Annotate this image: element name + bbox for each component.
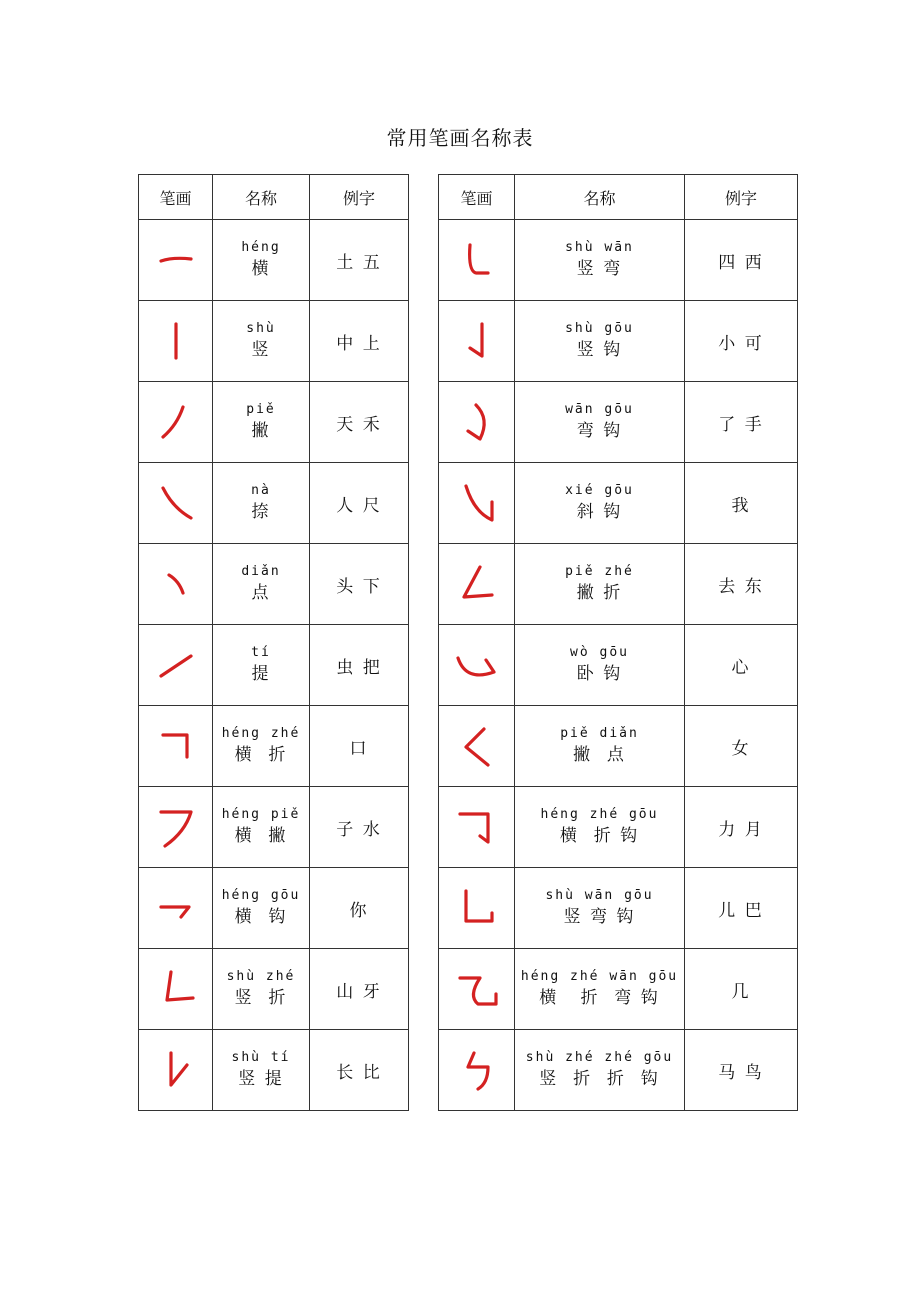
- stroke-name-cell: [515, 301, 685, 382]
- shuti-stroke-icon: [153, 1047, 199, 1093]
- stroke-name: 撇: [251, 421, 271, 441]
- table-row: [139, 787, 409, 868]
- stroke-cell: [139, 544, 213, 625]
- stroke-name-cell: [213, 220, 310, 301]
- stroke-cell: [439, 301, 515, 382]
- table-row: [439, 382, 798, 463]
- stroke-name-cell: [213, 949, 310, 1030]
- shuzhezhegou-stroke-icon: [454, 1047, 500, 1093]
- stroke-name-cell: [213, 382, 310, 463]
- stroke-cell: [139, 787, 213, 868]
- stroke-cell: [139, 301, 213, 382]
- pinyin: wò gōu: [570, 645, 629, 660]
- stroke-name: 提: [251, 664, 271, 684]
- stroke-name: 横 折 钩: [559, 826, 640, 846]
- table-row: [439, 868, 798, 949]
- stroke-name-cell: [515, 706, 685, 787]
- stroke-cell: [139, 220, 213, 301]
- stroke-cell: [439, 382, 515, 463]
- stroke-cell: [139, 463, 213, 544]
- pinyin: diǎn: [241, 564, 281, 579]
- stroke-cell: [139, 1030, 213, 1111]
- table-row: [139, 706, 409, 787]
- stroke-name: 横 折 弯 钩: [539, 988, 660, 1008]
- stroke-name-cell: [515, 949, 685, 1030]
- pinyin: shù wān gōu: [545, 888, 654, 903]
- stroke-name-cell: [213, 463, 310, 544]
- ti-stroke-icon: [153, 642, 199, 688]
- heng-stroke-icon: [153, 237, 199, 283]
- pinyin: piě zhé: [565, 564, 634, 579]
- table-row: [139, 544, 409, 625]
- example-characters: 土 五: [310, 220, 409, 301]
- pinyin: héng zhé gōu: [540, 807, 659, 822]
- pinyin: wān gōu: [565, 402, 634, 417]
- pinyin: piě diǎn: [560, 726, 639, 741]
- example-characters: 子 水: [310, 787, 409, 868]
- stroke-name-cell: [515, 1030, 685, 1111]
- header-example: 例字: [310, 175, 409, 220]
- table-row: [139, 301, 409, 382]
- stroke-name-cell: [213, 706, 310, 787]
- stroke-cell: [439, 544, 515, 625]
- stroke-cell: [439, 706, 515, 787]
- example-characters: 长 比: [310, 1030, 409, 1111]
- stroke-cell: [139, 949, 213, 1030]
- example-characters: 人 尺: [310, 463, 409, 544]
- stroke-name: 卧 钩: [576, 664, 623, 684]
- example-characters: 口: [310, 706, 409, 787]
- stroke-cell: [439, 1030, 515, 1111]
- table-row: [139, 625, 409, 706]
- pie-stroke-icon: [153, 399, 199, 445]
- pinyin: héng zhé: [221, 726, 301, 741]
- pinyin: tí: [251, 645, 271, 660]
- stroke-cell: [439, 625, 515, 706]
- shu-stroke-icon: [153, 318, 199, 364]
- na-stroke-icon: [153, 480, 199, 526]
- table-row: [139, 1030, 409, 1111]
- hengzhegou-stroke-icon: [454, 804, 500, 850]
- stroke-name: 竖 折: [234, 988, 288, 1008]
- header-example: 例字: [685, 175, 798, 220]
- pinyin: shù tí: [231, 1050, 291, 1065]
- stroke-name-cell: [515, 544, 685, 625]
- pinyin: piě: [246, 402, 276, 417]
- header-stroke: 笔画: [439, 175, 515, 220]
- stroke-name-cell: [515, 625, 685, 706]
- xiegou-stroke-icon: [454, 480, 500, 526]
- stroke-cell: [439, 220, 515, 301]
- example-characters: 我: [685, 463, 798, 544]
- header-stroke: 笔画: [139, 175, 213, 220]
- hengzhe-stroke-icon: [153, 723, 199, 769]
- stroke-name: 点: [251, 583, 271, 603]
- pinyin: héng gōu: [221, 888, 301, 903]
- example-characters: 了 手: [685, 382, 798, 463]
- stroke-name: 撇 折: [576, 583, 623, 603]
- pinyin: shù wān: [565, 240, 634, 255]
- wangou-stroke-icon: [454, 399, 500, 445]
- example-characters: 你: [310, 868, 409, 949]
- example-characters: 天 禾: [310, 382, 409, 463]
- pinyin: héng piě: [221, 807, 301, 822]
- pinyin: shù zhé: [226, 969, 296, 984]
- stroke-cell: [139, 868, 213, 949]
- header-name: 名称: [213, 175, 310, 220]
- table-row: [439, 706, 798, 787]
- table-row: [139, 220, 409, 301]
- stroke-name-cell: [213, 544, 310, 625]
- table-row: [439, 625, 798, 706]
- table-row: [139, 382, 409, 463]
- stroke-cell: [139, 625, 213, 706]
- pinyin: nà: [251, 483, 271, 498]
- stroke-name-cell: [213, 868, 310, 949]
- table-row: [139, 463, 409, 544]
- table-row: [439, 787, 798, 868]
- stroke-name: 竖 折 折 钩: [539, 1069, 660, 1089]
- page-title: 常用笔画名称表: [386, 126, 534, 150]
- stroke-name: 横 折: [234, 745, 288, 765]
- henggou-stroke-icon: [153, 885, 199, 931]
- example-characters: 虫 把: [310, 625, 409, 706]
- table-row: [439, 301, 798, 382]
- shugou-stroke-icon: [454, 318, 500, 364]
- table-row: [439, 463, 798, 544]
- stroke-name: 竖 钩: [576, 340, 623, 360]
- stroke-name: 竖 弯: [576, 259, 623, 279]
- stroke-name-cell: [213, 625, 310, 706]
- example-characters: 头 下: [310, 544, 409, 625]
- table-row: [139, 868, 409, 949]
- hengpie-stroke-icon: [153, 804, 199, 850]
- stroke-cell: [139, 382, 213, 463]
- piezhe-stroke-icon: [454, 561, 500, 607]
- stroke-name: 竖 提: [238, 1069, 284, 1089]
- stroke-table-left: [138, 174, 409, 1111]
- stroke-name-cell: [213, 301, 310, 382]
- example-characters: 儿 巴: [685, 868, 798, 949]
- pinyin: shù gōu: [565, 321, 634, 336]
- example-characters: 力 月: [685, 787, 798, 868]
- shuzhe-stroke-icon: [153, 966, 199, 1012]
- stroke-name: 撇 点: [573, 745, 626, 765]
- pinyin: xié gōu: [565, 483, 634, 498]
- stroke-name: 横 钩: [234, 907, 288, 927]
- pinyin: shù zhé zhé gōu: [525, 1050, 674, 1065]
- stroke-name: 斜 钩: [576, 502, 623, 522]
- stroke-name-cell: [515, 868, 685, 949]
- example-characters: 心: [685, 625, 798, 706]
- stroke-name-cell: [515, 787, 685, 868]
- stroke-name-cell: [213, 1030, 310, 1111]
- shuwan-stroke-icon: [454, 237, 500, 283]
- stroke-cell: [439, 949, 515, 1030]
- pinyin: shù: [246, 321, 276, 336]
- hengzhewangou-stroke-icon: [454, 966, 500, 1012]
- stroke-cell: [439, 463, 515, 544]
- example-characters: 中 上: [310, 301, 409, 382]
- stroke-cell: [439, 787, 515, 868]
- table-row: [139, 949, 409, 1030]
- stroke-name: 横: [251, 259, 271, 279]
- piedian-stroke-icon: [454, 723, 500, 769]
- table-row: [439, 220, 798, 301]
- table-row: [439, 1030, 798, 1111]
- stroke-cell: [439, 868, 515, 949]
- stroke-name: 弯 钩: [576, 421, 623, 441]
- dian-stroke-icon: [153, 561, 199, 607]
- example-characters: 女: [685, 706, 798, 787]
- stroke-name: 横 撇: [234, 826, 288, 846]
- stroke-name-cell: [213, 787, 310, 868]
- example-characters: 去 东: [685, 544, 798, 625]
- stroke-name-cell: [515, 220, 685, 301]
- pinyin: héng zhé wān gōu: [520, 969, 679, 984]
- table-row: [439, 949, 798, 1030]
- example-characters: 马 鸟: [685, 1030, 798, 1111]
- stroke-table-right: [438, 174, 798, 1111]
- table-row: [439, 544, 798, 625]
- stroke-name-cell: [515, 463, 685, 544]
- example-characters: 几: [685, 949, 798, 1030]
- example-characters: 四 西: [685, 220, 798, 301]
- stroke-name-cell: [515, 382, 685, 463]
- stroke-name: 竖 弯 钩: [563, 907, 636, 927]
- shuwangou-stroke-icon: [454, 885, 500, 931]
- stroke-name: 竖: [251, 340, 271, 360]
- wogou-stroke-icon: [454, 642, 500, 688]
- pinyin: héng: [241, 240, 281, 255]
- stroke-name: 捺: [251, 502, 271, 522]
- header-name: 名称: [515, 175, 685, 220]
- stroke-cell: [139, 706, 213, 787]
- example-characters: 小 可: [685, 301, 798, 382]
- example-characters: 山 牙: [310, 949, 409, 1030]
